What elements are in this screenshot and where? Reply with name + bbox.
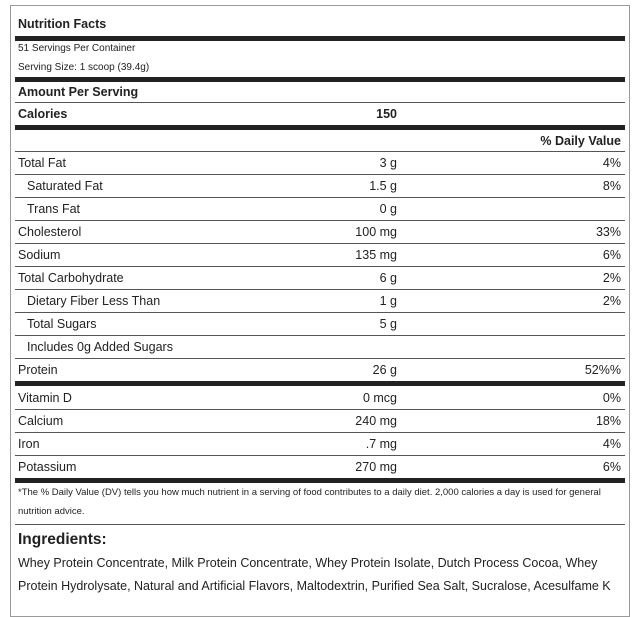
nutrient-dv-saturated-fat: 8% — [602, 179, 621, 193]
divider — [15, 197, 625, 198]
servings-per-container: 51 Servings Per Container — [18, 43, 136, 54]
divider — [15, 358, 625, 359]
mineral-dv-iron: 4% — [602, 437, 621, 451]
divider — [15, 335, 625, 336]
mineral-name-potassium: Potassium — [18, 460, 77, 474]
daily-value-footnote: *The % Daily Value (DV) tells you how much nutrient in a serving of food contributes to a daily diet. 2,000 calories a day is used for general nutrition advice. — [18, 487, 601, 517]
divider — [15, 125, 625, 130]
nutrient-name-added-sugars: Includes 0g Added Sugars — [27, 340, 173, 354]
nutrient-name-trans-fat: Trans Fat — [27, 202, 81, 216]
nutrient-dv-cholesterol: 33% — [595, 225, 621, 239]
mineral-name-vitamin-d: Vitamin D — [18, 391, 72, 405]
nutrient-dv-protein: 52%% — [584, 363, 621, 377]
divider — [15, 243, 625, 244]
divider — [15, 289, 625, 290]
mineral-name-calcium: Calcium — [18, 414, 64, 428]
divider — [15, 77, 625, 82]
nutrient-name-sodium: Sodium — [18, 248, 61, 262]
mineral-amount-vitamin-d: 0 mcg — [362, 391, 397, 405]
divider — [15, 524, 625, 525]
divider — [15, 174, 625, 175]
mineral-amount-potassium: 270 mg — [355, 460, 397, 474]
nutrient-amount-total-carbohydrate: 6 g — [379, 271, 397, 285]
nutrient-name-protein: Protein — [18, 363, 58, 377]
divider — [15, 102, 625, 103]
nutrient-amount-cholesterol: 100 mg — [355, 225, 397, 239]
divider — [15, 220, 625, 221]
nutrient-name-total-sugars: Total Sugars — [27, 317, 97, 331]
nutrient-amount-total-sugars: 5 g — [379, 317, 397, 331]
divider — [15, 266, 625, 267]
ingredients-list: Whey Protein Concentrate, Milk Protein Concentrate, Whey Protein Isolate, Dutch Process Cocoa, Whey Protein Hydrolysate, Natural and Artificial Flavors, Maltodextrin, Purified Sea Salt, Sucralose, Acesulfame K — [18, 556, 611, 593]
nutrient-amount-sodium: 135 mg — [355, 248, 397, 262]
divider — [15, 151, 625, 152]
nutrient-name-cholesterol: Cholesterol — [18, 225, 82, 239]
divider — [15, 381, 625, 386]
calories-value: 150 — [376, 107, 397, 121]
mineral-dv-vitamin-d: 0% — [602, 391, 621, 405]
calories-label: Calories — [18, 107, 68, 121]
nutrient-dv-total-carbohydrate: 2% — [602, 271, 621, 285]
amount-per-serving: Amount Per Serving — [18, 85, 139, 99]
divider — [15, 432, 625, 433]
nutrient-dv-sodium: 6% — [602, 248, 621, 262]
mineral-dv-potassium: 6% — [602, 460, 621, 474]
mineral-amount-calcium: 240 mg — [355, 414, 397, 428]
serving-size: Serving Size: 1 scoop (39.4g) — [18, 62, 150, 73]
nutrient-name-saturated-fat: Saturated Fat — [27, 179, 103, 193]
nutrient-dv-dietary-fiber: 2% — [602, 294, 621, 308]
nutrient-name-total-fat: Total Fat — [18, 156, 66, 170]
divider — [15, 409, 625, 410]
nutrient-dv-total-fat: 4% — [602, 156, 621, 170]
mineral-dv-calcium: 18% — [595, 414, 621, 428]
ingredients-heading: Ingredients: — [18, 531, 107, 548]
nutrient-name-total-carbohydrate: Total Carbohydrate — [18, 271, 124, 285]
nutrition-label — [10, 5, 630, 617]
mineral-name-iron: Iron — [18, 437, 40, 451]
nutrient-name-dietary-fiber: Dietary Fiber Less Than — [27, 294, 161, 308]
mineral-amount-iron: .7 mg — [365, 437, 397, 451]
daily-value-header: % Daily Value — [540, 134, 621, 148]
divider — [15, 312, 625, 313]
nutrient-amount-protein: 26 g — [372, 363, 397, 377]
nutrient-amount-trans-fat: 0 g — [379, 202, 397, 216]
nutrient-amount-dietary-fiber: 1 g — [379, 294, 397, 308]
divider — [15, 455, 625, 456]
nutrient-amount-total-fat: 3 g — [379, 156, 397, 170]
nutrient-amount-saturated-fat: 1.5 g — [369, 179, 397, 193]
label-title: Nutrition Facts — [18, 17, 107, 31]
